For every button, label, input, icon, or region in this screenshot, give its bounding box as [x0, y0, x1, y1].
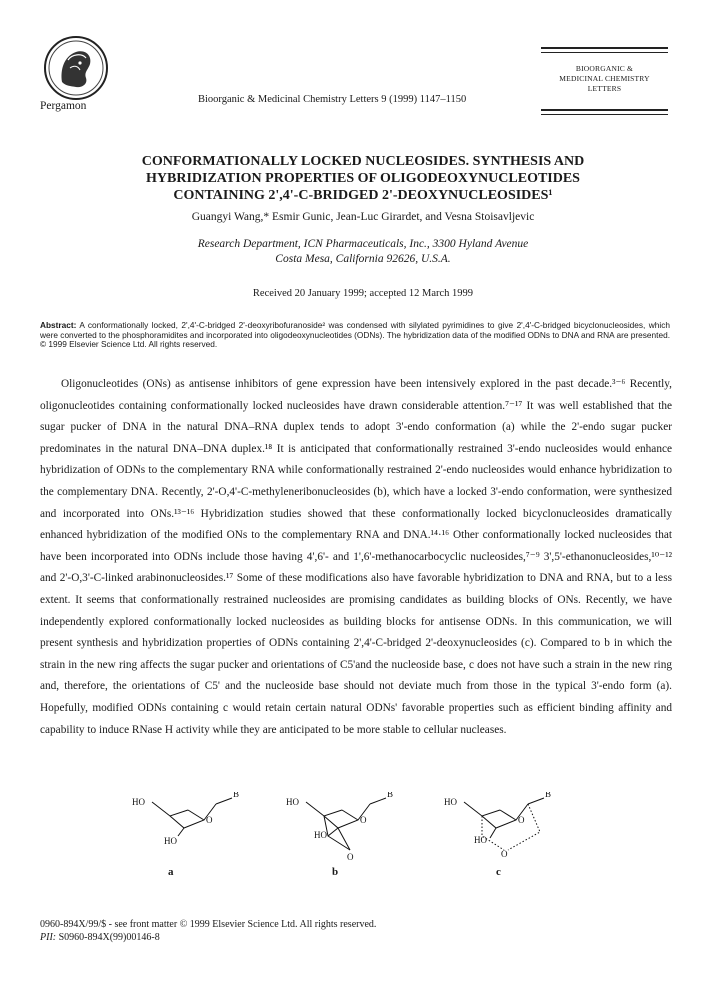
abstract [40, 321, 670, 350]
struct-a-o: O [206, 815, 213, 825]
series-line: MEDICINAL CHEMISTRY [559, 74, 650, 83]
struct-a-base: B [233, 792, 240, 799]
footer-issn: 0960-894X/99/$ - see front matter © 1999 Elsevier Science Ltd. All rights reserved. [40, 919, 377, 930]
affiliation-line: Costa Mesa, California 92626, U.S.A. [275, 253, 451, 265]
struct-c-o: O [518, 815, 525, 825]
struct-c-ho3: HO [474, 835, 487, 845]
struct-c-base: B [545, 792, 552, 799]
title-line: CONTAINING 2',4'-C-BRIDGED 2'-DEOXYNUCLEOSIDES¹ [173, 188, 553, 203]
footer [40, 918, 540, 944]
structure-label-b: b [332, 866, 339, 878]
struct-c-ho5: HO [444, 797, 457, 807]
series-name [541, 64, 668, 94]
struct-b-o2: O [347, 852, 354, 862]
abstract-label: Abstract: [40, 320, 77, 330]
struct-b-o: O [360, 815, 367, 825]
struct-a-ho5: HO [132, 797, 145, 807]
pii-label: PII: [40, 932, 57, 943]
series-line: LETTERS [587, 84, 622, 93]
struct-b-ho5: HO [286, 797, 299, 807]
series-line: BIOORGANIC & [575, 64, 634, 73]
article-title [82, 153, 644, 204]
body-paragraph: Oligonucleotides (ONs) as antisense inhibitors of gene expression have been intensively explored in the past decade.³⁻⁶ Recently, oligonucleotides containing conformationally locked nucleosides have drawn considerable attention.⁷⁻¹⁷ It was well established that the sugar pucker of DNA in the natural DNA–RNA duplex tends to adopt 3'-endo conformation (a) while the 2'-endo sugar pucker predominates in the natural DNA–DNA duplex.¹⁸ It is anticipated that conformationally restrained 3'-endo nucleosides would enhance hybridization of ODNs to the complementary RNA while conformationally restrained 2'-endo nucleosides would enhance hybridization to the complementary DNA. Recently, 2'-O,4'-C-methyleneribonucleosides (b), which have a locked 3'-endo conformation, were synthesized and incorporated into ONs.¹³⁻¹⁶ Hybridization studies showed that these conformationally locked bicyclonucleosides dramatically enhanced hybridization of the modified ONs to the complementary RNA and DNA.¹⁴·¹⁶ Other conformationally locked nucleosides that have been incorporated into ODNs include those having 4',6'- and 1',6'-methanocarbocyclic nucleosides,⁷⁻⁹ 3',5'-ethanonucleosides,¹⁰⁻¹² and 2'-O,3'-C-linked arabinonucleosides.¹⁷ Some of these modifications also have favorable hybridization to DNA and RNA, but to a less extent. It seems that conformationally restrained nucleosides are promising candidates as building blocks of ONs. Recently, we have independently explored conformationally locked nucleosides as building blocks for antisense ODNs. In this communication, we will present synthesis and hybridization properties of ODNs containing 2',4'-C-bridged 2'-deoxynucleosides (c). Compared to b in which the strain in the new ring affects the sugar pucker and orientations of C5'and the nucleoside base, c does not have such a strain in the new ring and, therefore, the orientations of C5' and the nucleoside base should not deviate much from those in the typical 3'-endo form (a). Hopefully, modified ODNs containing c would retain certain natural ODNs' favorable properties such as efficient binding affinity and capability to induce RNase H activity while they are anticipated to be more stable to cellular nucleases. [40, 378, 672, 736]
author-list: Guangyi Wang,* Esmir Gunic, Jean-Luc Girardet, and Vesna Stoisavljevic [191, 211, 535, 223]
journal-series-box [541, 47, 668, 115]
publisher-name: Pergamon [40, 100, 87, 112]
struct-b-base: B [387, 792, 394, 799]
bottom-rule-thin [541, 114, 668, 115]
affiliation-line: Research Department, ICN Pharmaceuticals, Inc., 3300 Hyland Avenue [197, 238, 529, 250]
structure-figure [130, 792, 600, 902]
structure-b [306, 798, 386, 850]
struct-c-o2: O [501, 849, 508, 859]
pii-value: S0960-894X(99)00146-8 [58, 932, 160, 943]
title-line: CONFORMATIONALLY LOCKED NUCLEOSIDES. SYNTHESIS AND [141, 154, 585, 169]
struct-a-ho3: HO [164, 836, 177, 846]
structure-label-a: a [168, 866, 174, 878]
journal-reference: Bioorganic & Medicinal Chemistry Letters 9 (1999) 1147–1150 [198, 94, 467, 105]
structure-a [152, 798, 232, 836]
struct-b-ho3: HO [314, 830, 327, 840]
title-line: HYBRIDIZATION PROPERTIES OF OLIGODEOXYNUCLEOTIDES [146, 171, 580, 186]
abstract-text: A conformationally locked, 2',4'-C-bridged 2'-deoxyribofuranoside² was condensed with silylated pyrimidines to give 2',4'-C-bridged bicyclonucleosides, which were converted to the phosphoramidites and incorporated into oligodeoxynucleotides (ODNs). The hybridization data of the modified ODNs to DNA and RNA are presented. [40, 320, 670, 340]
abstract-copyright: © 1999 Elsevier Science Ltd. All rights reserved. [40, 339, 218, 350]
affiliation [100, 237, 626, 267]
received-dates: Received 20 January 1999; accepted 12 March 1999 [252, 288, 474, 299]
pergamon-medallion-icon [40, 34, 112, 102]
structure-label-c: c [496, 866, 501, 878]
footer-pii [40, 931, 540, 944]
